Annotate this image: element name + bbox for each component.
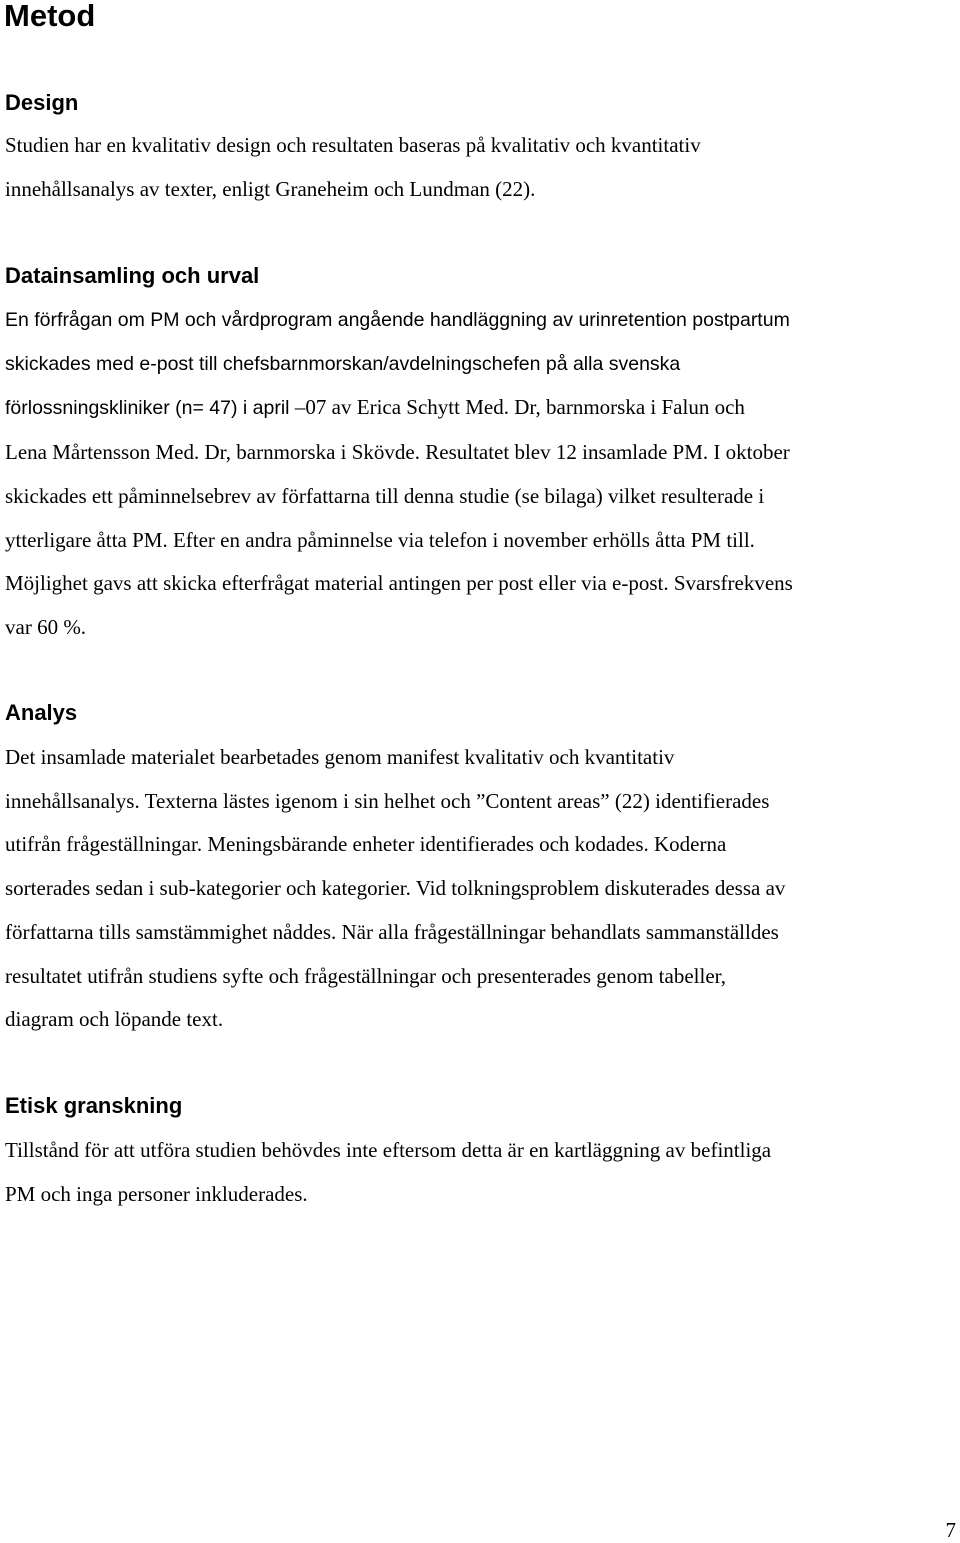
text-line: PM och inga personer inkluderades. (5, 1181, 308, 1206)
text-line: ytterligare åtta PM. Efter en andra påminnelse via telefon i november erhölls åtta PM till. (5, 527, 755, 552)
text-line: Det insamlade materialet bearbetades genom manifest kvalitativ och kvantitativ (5, 745, 675, 769)
text-line: Lena Mårtensson Med. Dr, barnmorska i Skövde. Resultatet blev 12 insamlade PM. I oktober (5, 440, 790, 465)
text-line: sorterades sedan i sub-kategorier och kategorier. Vid tolkningsproblem diskuterades dessa av (5, 876, 786, 901)
text-line: var 60 %. (5, 614, 87, 639)
section-heading-analys: Analys (5, 700, 78, 725)
section-body-design (5, 124, 955, 211)
text-line: utifrån frågeställningar. Meningsbärande enheter identifierades och kodades. Koderna (5, 832, 727, 857)
text-line: Möjlighet gavs att skicka efterfrågat material antingen per post eller via e-post. Svarsfrekvens (5, 571, 793, 596)
text-run: –07 av Erica Schytt Med. Dr, barnmorska i Falun och (294, 395, 745, 420)
section-body-analys (5, 736, 955, 1042)
section-heading-etisk-granskning: Etisk granskning (5, 1093, 183, 1118)
text-line: En förfrågan om PM och vårdprogram angående handläggning av urinretention postpartum (5, 309, 790, 331)
page-title: Metod (4, 0, 96, 33)
text-line: författarna tills samstämmighet nåddes. När alla frågeställningar behandlats sammanställdes (5, 919, 779, 944)
text-line: diagram och löpande text. (5, 1007, 224, 1032)
text-line: Studien har en kvalitativ design och resultaten baseras på kvalitativ och kvantitativ (5, 133, 701, 157)
text-run: förlossningskliniker (n= 47) i april (5, 397, 295, 420)
text-line: skickades med e-post till chefsbarnmorskan/avdelningschefen på alla svenska (5, 352, 681, 375)
section-body-etisk-granskning (5, 1129, 955, 1216)
text-line: skickades ett påminnelsebrev av författarna till denna studie (se bilaga) vilket resulterade i (5, 483, 765, 508)
text-line: Tillstånd för att utföra studien behövdes inte eftersom detta är en kartläggning av befintliga (5, 1138, 772, 1162)
section-heading-design: Design (5, 90, 79, 115)
text-line (5, 386, 955, 431)
section-heading-datainsamling: Datainsamling och urval (5, 263, 260, 288)
text-line: resultatet utifrån studiens syfte och frågeställningar och presenterades genom tabeller, (5, 963, 727, 988)
section-body-datainsamling (5, 299, 955, 650)
page-number: 7 (945, 1518, 956, 1542)
text-line: innehållsanalys. Texterna lästes igenom i sin helhet och ”Content areas” (22) identifierades (5, 788, 770, 813)
text-line: innehållsanalys av texter, enligt Graneheim och Lundman (22). (5, 176, 536, 201)
